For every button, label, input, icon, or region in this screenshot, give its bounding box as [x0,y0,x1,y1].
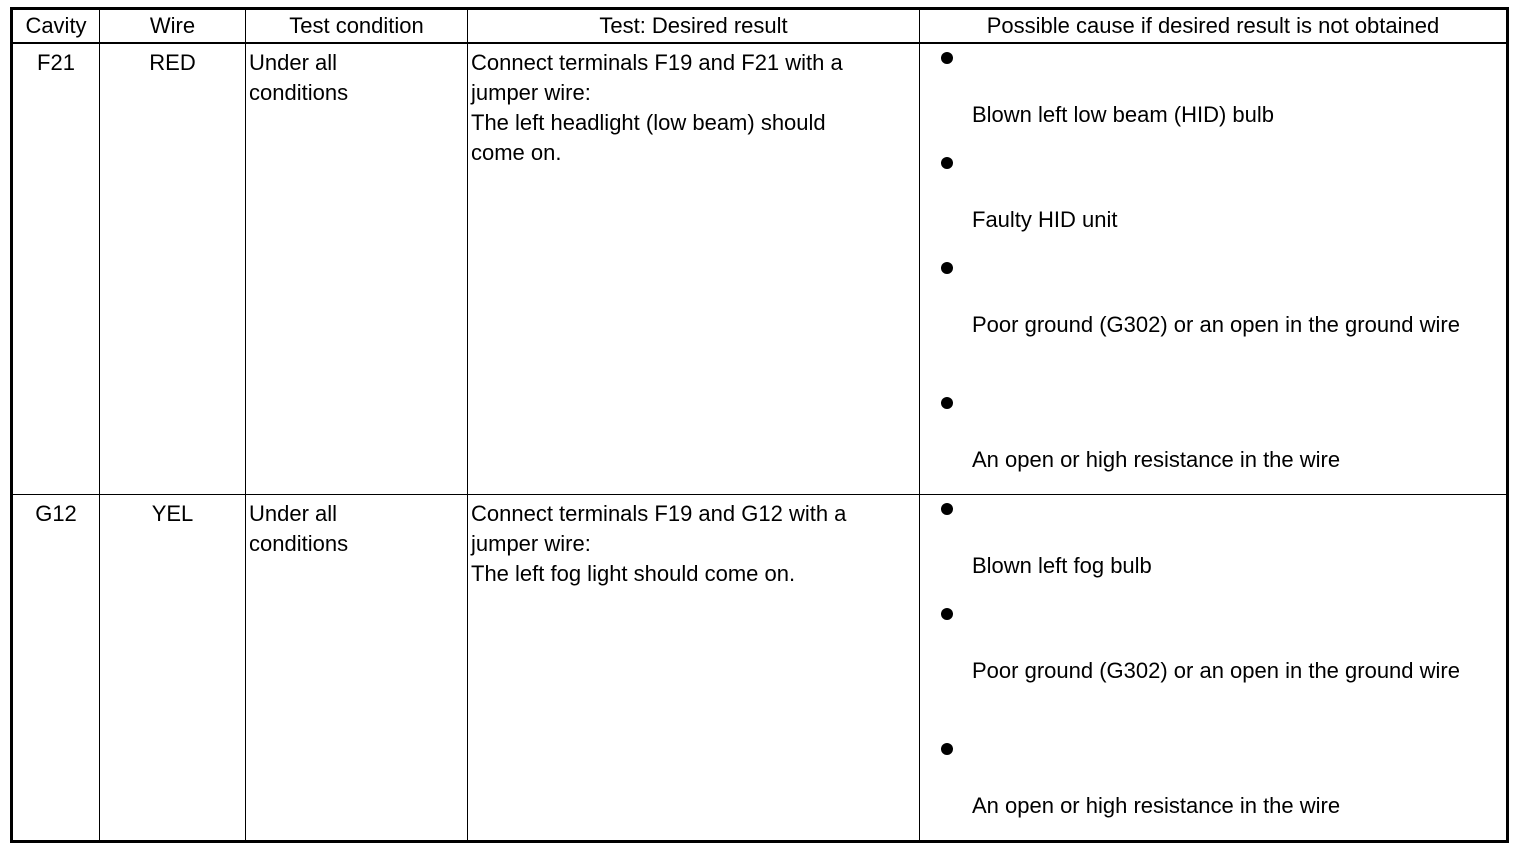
condition-cell: Under all conditions [246,43,468,495]
bullet-icon [941,52,953,64]
list-item [920,44,1506,149]
header-cavity: Cavity [12,9,100,44]
causes-cell [920,495,1508,842]
diagnostic-table [10,7,1509,843]
wire-cell: RED [100,43,246,495]
bullet-icon [941,743,953,755]
cause-text: Blown left low beam (HID) bulb [972,102,1275,127]
bullet-icon [941,608,953,620]
header-possible-cause: Possible cause if desired result is not obtained [920,9,1508,44]
cavity-cell: G12 [12,495,100,842]
cause-list [920,44,1506,494]
table-row [12,43,1508,495]
causes-cell [920,43,1508,495]
cause-text: Blown left fog bulb [972,553,1152,578]
header-test-condition: Test condition [246,9,468,44]
result-cell: Connect terminals F19 and F21 with a jumper wire: The left headlight (low beam) should come on. [468,43,920,495]
cause-text: Faulty HID unit [972,207,1118,232]
list-item [920,600,1506,735]
list-item [920,149,1506,254]
table-row [12,495,1508,842]
bullet-icon [941,503,953,515]
list-item [920,735,1506,840]
list-item [920,389,1506,494]
result-cell: Connect terminals F19 and G12 with a jumper wire: The left fog light should come on. [468,495,920,842]
list-item [920,254,1506,389]
bullet-icon [941,262,953,274]
cause-text: An open or high resistance in the wire [972,793,1341,818]
cause-text: An open or high resistance in the wire [972,447,1341,472]
header-desired-result: Test: Desired result [468,9,920,44]
wire-cell: YEL [100,495,246,842]
header-wire: Wire [100,9,246,44]
cause-list [920,495,1506,840]
condition-cell: Under all conditions [246,495,468,842]
cause-text: Poor ground (G302) or an open in the ground wire [972,658,1460,683]
cavity-cell: F21 [12,43,100,495]
bullet-icon [941,157,953,169]
header-row [12,9,1508,44]
cause-text: Poor ground (G302) or an open in the ground wire [972,312,1460,337]
bullet-icon [941,397,953,409]
list-item [920,495,1506,600]
